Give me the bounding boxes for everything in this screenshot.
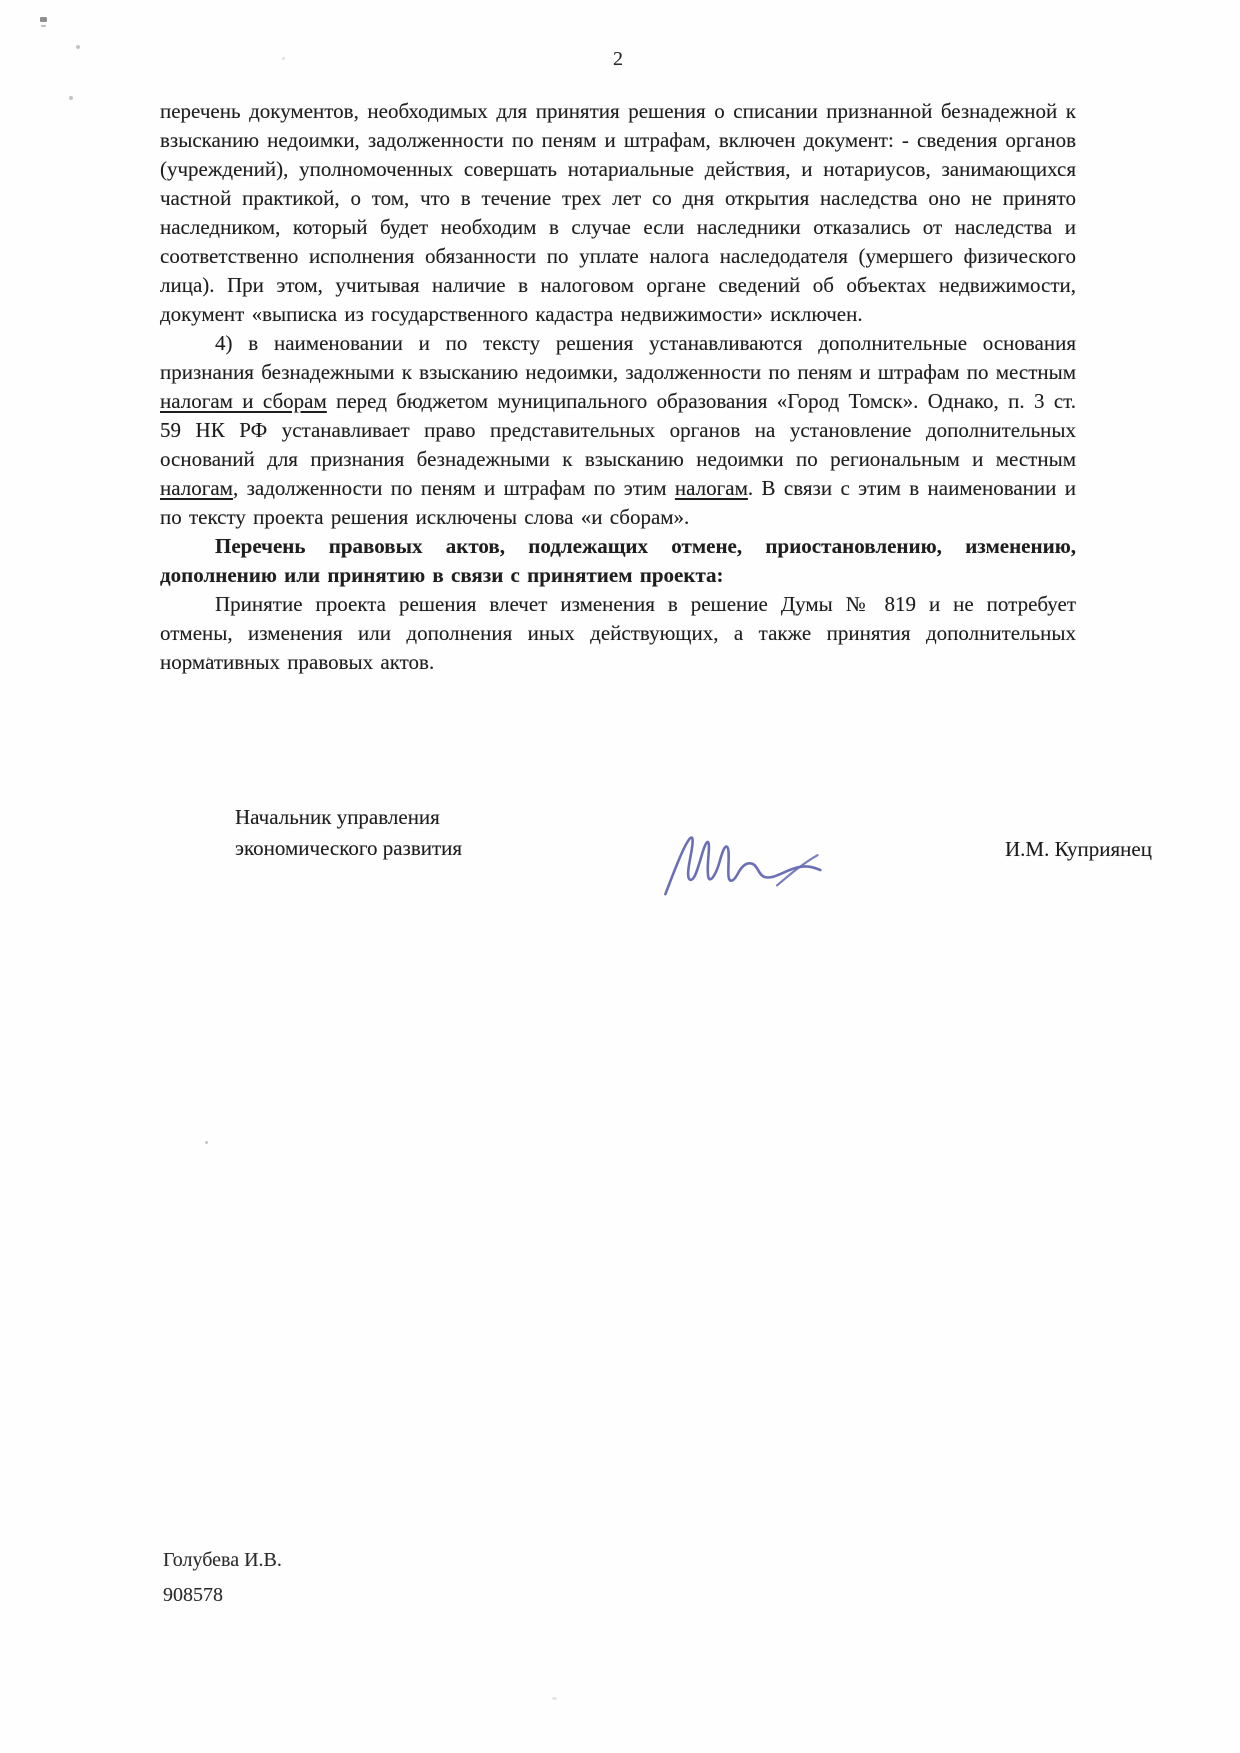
text-segment: 4) в наименовании и по тексту решения устанавливаются дополнительные основания признания безнадежными к взысканию недоимки, задолженности по пеням и штрафам по местным — [160, 331, 1077, 384]
scan-speck — [40, 17, 47, 22]
scan-speck — [205, 1141, 208, 1144]
executor-phone: 908578 — [163, 1584, 223, 1606]
executor-footer — [163, 1543, 282, 1613]
page-number: 2 — [613, 48, 623, 70]
handwritten-signature-icon — [658, 820, 832, 913]
underlined-text: налогам и сборам — [160, 389, 327, 413]
text-segment: Принятие проекта решения влечет изменения в решение Думы № 819 и не потребует отмены, изменения или дополнения иных действующих, а также принятия дополнительных нормативных правовых актов. — [160, 592, 1076, 674]
scan-speck — [207, 657, 210, 660]
scan-speck — [69, 96, 73, 100]
signatory-position-line1: Начальник управления — [235, 805, 440, 829]
signatory-position-line2: экономического развития — [235, 836, 463, 860]
underlined-text: налогам — [160, 476, 233, 500]
scan-speck — [552, 1697, 557, 1700]
executor-name: Голубева И.В. — [163, 1549, 282, 1571]
paragraph-continuation — [160, 97, 1076, 329]
scan-speck — [282, 57, 285, 60]
signatory-position — [235, 802, 565, 864]
text-segment: перечень документов, необходимых для принятия решения о списании признанной безнадежной к взысканию недоимки, задолженности по пеням и штрафам, включен документ: - сведения органов (учреждений), уполномоченных совершать нотариальные действия, и нотариусов, занимающихся частной практикой, о том, что в течение трех лет со дня открытия наследства оно не принято наследником, который будет необходим в случае если наследники отказались от наследства и соответственно исполнения обязанности по уплате налога наследодателя (умершего физического лица). При этом, учитывая наличие в налоговом органе сведений об объектах недвижимости, документ «выписка из государственного кадастра недвижимости» исключен. — [160, 99, 1076, 326]
document-body — [160, 97, 1076, 677]
signature-block — [160, 800, 1180, 910]
underlined-text: налогам — [674, 476, 748, 500]
text-segment: . В связи с этим в наименовании и по тексту проекта решения исключены слова «и сборам». — [160, 476, 1077, 529]
paragraph-item-4 — [160, 329, 1076, 532]
paragraph-adoption-effect — [160, 590, 1076, 677]
signatory-name: И.М. Куприянец — [1005, 837, 1152, 861]
scan-speck — [76, 45, 80, 49]
text-segment: , задолженности по пеням и штрафам по этим — [232, 476, 675, 500]
scan-speck — [41, 25, 46, 27]
text-segment: Перечень правовых актов, подлежащих отмене, приостановлению, изменению, дополнению или принятию в связи с принятием проекта: — [160, 534, 1076, 587]
text-segment: перед бюджетом муниципального образования «Город Томск». Однако, п. 3 ст. 59 НК РФ устанавливает право представительных органов на установление дополнительных оснований для признания безнадежными к взысканию недоимки по региональным и местным — [160, 389, 1076, 471]
heading-acts-list — [160, 532, 1076, 590]
